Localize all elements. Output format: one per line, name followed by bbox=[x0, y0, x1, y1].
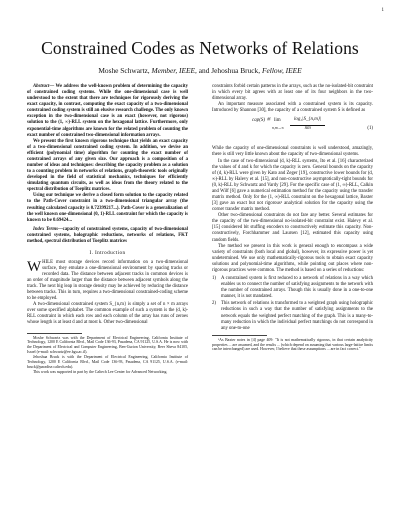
formula-lhs: cap(S) ≝ bbox=[252, 118, 271, 124]
right-p1: constraints forbid certain patterns in the arrays, such as the no-isolated-bit constraint in which every bit agrees with at least one of its four neighbors in the two-dimensional array. bbox=[212, 84, 373, 102]
abstract-text: — We address the well-known problem of determining the capacity of constrained coding systems. While the one-dimensional case is well understood to the extent that there are techniques for rigorously deriving the exact capacity, in contrast, computing the exact capacity of a two-dimensional constrained coding system is still an elusive research challenge. The only known exception in the two-dimensional case is an exact (however, not rigorous) solution to the (1, ∞)-RLL system on the hexagonal lattice. Furthermore, only exponential-time algorithms are known for the related problem of counting the exact number of constrained two-dimensional information arrays. bbox=[27, 84, 188, 138]
formula-numerator: log₂|S_{n,m}| bbox=[290, 117, 325, 125]
abstract-p3: Using our technique we derive a closed form solution to the capacity related to the Path-Cover constraint in a two-dimensional triangular array (the resulting calculated capacity is 0.72399217...). Path-Cover is a generalization of the well known one-dimensional (0, 1)-RLL constraint for which the capacity is known to be 0.69424... bbox=[27, 193, 188, 223]
footnote-rule-right bbox=[212, 335, 267, 336]
formula-lim-sub: n,m→∞ bbox=[272, 126, 285, 131]
intro-p1 bbox=[27, 260, 188, 303]
intro-p1-text: HILE most storage devices record information on a two-dimensional surface, they emulate a one-dimensional environment by spacing tracks or recorded data. The distance between adjacent tracks in common devices is an order of magnitude larger than the distance between adjacent symbols along the track. The next big leap in storage density may be achieved by reducing the distance between tracks. This in turn, requires a two-dimensional constrained-coding scheme to be employed. bbox=[27, 259, 188, 302]
author-2-role: Fellow, IEEE bbox=[261, 66, 302, 75]
section-heading: I. Introduction bbox=[89, 250, 126, 257]
right-p3: While the capacity of one-dimensional constraints is well understood, amazingly, there is still very little known about the capacity of two-dimensional systems. bbox=[212, 146, 373, 158]
footnote-rule bbox=[27, 333, 82, 334]
formula-fraction bbox=[290, 117, 325, 132]
index-terms-label: Index Terms bbox=[33, 226, 58, 232]
abstract-p2: We present the first known rigorous technique that yields an exact capacity of a two-dimensional constrained coding system. In addition, we devise an efficient (polynomial time) algorithm for counting the exact number of constrained arrays of any given size. Our approach is a composition of a number of ideas and techniques: describing the capacity problem as a solution to a counting problem in networks of relations, graph-theoretic tools originally developed in the field of statistical mechanics, techniques for efficiently simulating quantum circuits, as well as ideas from the theory related to the spectral distribution of Toeplitz matrices. bbox=[27, 138, 188, 193]
right-p2: An important measure associated with a constrained system is its capacity. Introduced by Shannon [30], the capacity of a constrained system S is defined as bbox=[212, 102, 373, 114]
footnote-affil-1: Moshe Schwartz was with the Department of Electrical Engineering, California Institute of Technology, 1200 E California Blvd., Mail Code 136-93, Pasadena, CA 91125, U.S.A. He is now with the Department of Electrical and Computer Engineering, Ben-Gurion University, Beer Sheva 84105, Israel (e-mail: schwartz@ee.bgu.ac.il). bbox=[27, 335, 188, 355]
author-1-role: Member, IEEE, bbox=[151, 66, 197, 75]
abstract-label: Abstract bbox=[33, 84, 50, 89]
right-p6: The method we present in this work is general enough to encompass a wide variety of constraints (both local and global), however, its expressive power is yet undetermined. We use only mathematically-rigorous tools to obtain exact capacity solutions and polynomial-time algorithms, while pointing out places where non-rigorous practices were common. The method is based on a series of reductions: bbox=[212, 243, 373, 273]
footnote-affil-2: Jehoshua Bruck is with the Department of Electrical Engineering, California Institute of Technology, 1200 E California Blvd., Mail Code 136-93, Pasadena, CA 91125, U.S.A. (e-mail: bruck@paradise.caltech.edu). bbox=[27, 355, 188, 369]
right-p5: Other two-dimensional constraints do not fare any better. Several estimates for the capacity of the two-dimensional no-isolated-bit constraint exist. Halevy et al. [15] considered bit stuffing encoders to constructively estimate this capacity. Non-constructively, Forchhammer and Laursen [12], estimated this capacity using random fields. bbox=[212, 213, 373, 243]
page-number: 1 bbox=[381, 8, 384, 13]
formula-denominator: nm bbox=[304, 125, 311, 131]
left-column bbox=[27, 84, 188, 375]
index-terms-text: —capacity of constrained systems, capacity of two-dimensional constrained systems, holographic reductions, networks of relations, FKT method, spectral distribution of Toeplitz matrices bbox=[27, 226, 188, 244]
equation-number: (1) bbox=[367, 126, 373, 132]
intro-p2: A two-dimensional constrained system S_{n,m} is simply a set of n × m arrays over some specified alphabet. The common example of such a system is the (d, k)-RLL constraint in which each row and each column of the array has runs of zeroes whose length is at least d and at most k. Other two-dimensional bbox=[27, 302, 188, 326]
drop-cap: W bbox=[27, 258, 42, 275]
author-line bbox=[0, 66, 400, 75]
author-1: Moshe Schwartz, bbox=[98, 66, 150, 75]
list-item: 2) This network of relations is transformed to a weighted graph using holographic reductions in such a way that the number of satisfying assignments to the network equals the weighted perfect matching of the graph. This is a many-to-many reduction in which the individual perfect matchings do not correspond in any one-to-one bbox=[212, 301, 373, 331]
author-2: and Jehoshua Bruck, bbox=[198, 66, 261, 75]
footnote-baxter: ¹As Baxter notes in [4] page 409: "It is not mathematically rigorous, in that certain analyticity properties ... are assumed, and the results ... (which depend on assuming that various large-lattice limits can be interchanged) are used. However, I believe that these assumptions ... are in fact correct." bbox=[212, 337, 373, 352]
formula-lim: lim bbox=[274, 118, 281, 124]
abstract bbox=[27, 84, 188, 224]
paper-title: Constrained Codes as Networks of Relations bbox=[41, 38, 359, 58]
reduction-list bbox=[212, 276, 373, 332]
abstract-p1 bbox=[27, 84, 188, 139]
right-column bbox=[212, 84, 373, 352]
list-item: 1) A constrained system is first reduced to a network of relations in a way which enables us to connect the number of satisfying assignments to the network with the number of constrained arrays. Though this is usually done in a one-to-one manner, it is not mandated. bbox=[212, 276, 373, 300]
capacity-formula bbox=[212, 116, 373, 144]
index-terms bbox=[27, 227, 188, 245]
footnote-support: This work was supported in part by the Caltech Lee Center for Advanced Networking. bbox=[33, 369, 168, 374]
right-p4: In the case of two-dimensional (d, k)-RLL systems, Ito et al. [16] characterized the values of d and k for which the capacity is zero. General bounds on the capacity of (d, k)-RLL were given by Kato and Zeger [19], constructive lower bounds for (d, ∞)-RLL by Halevy et al. [15], and non-constructive asymptotically-tight bounds for (0, k)-RLL by Schwartz and Vardy [29]. For the specific case of (1, ∞)-RLL, Calkin and Wilf [6] gave a numerical estimation method for the capacity using the transfer matrix method. Only for the (1, ∞)-RLL constraint on the hexagonal lattice, Baxter [3] gave an exact but not rigorous¹ analytical solution for the capacity using the corner transfer matrix method. bbox=[212, 158, 373, 213]
